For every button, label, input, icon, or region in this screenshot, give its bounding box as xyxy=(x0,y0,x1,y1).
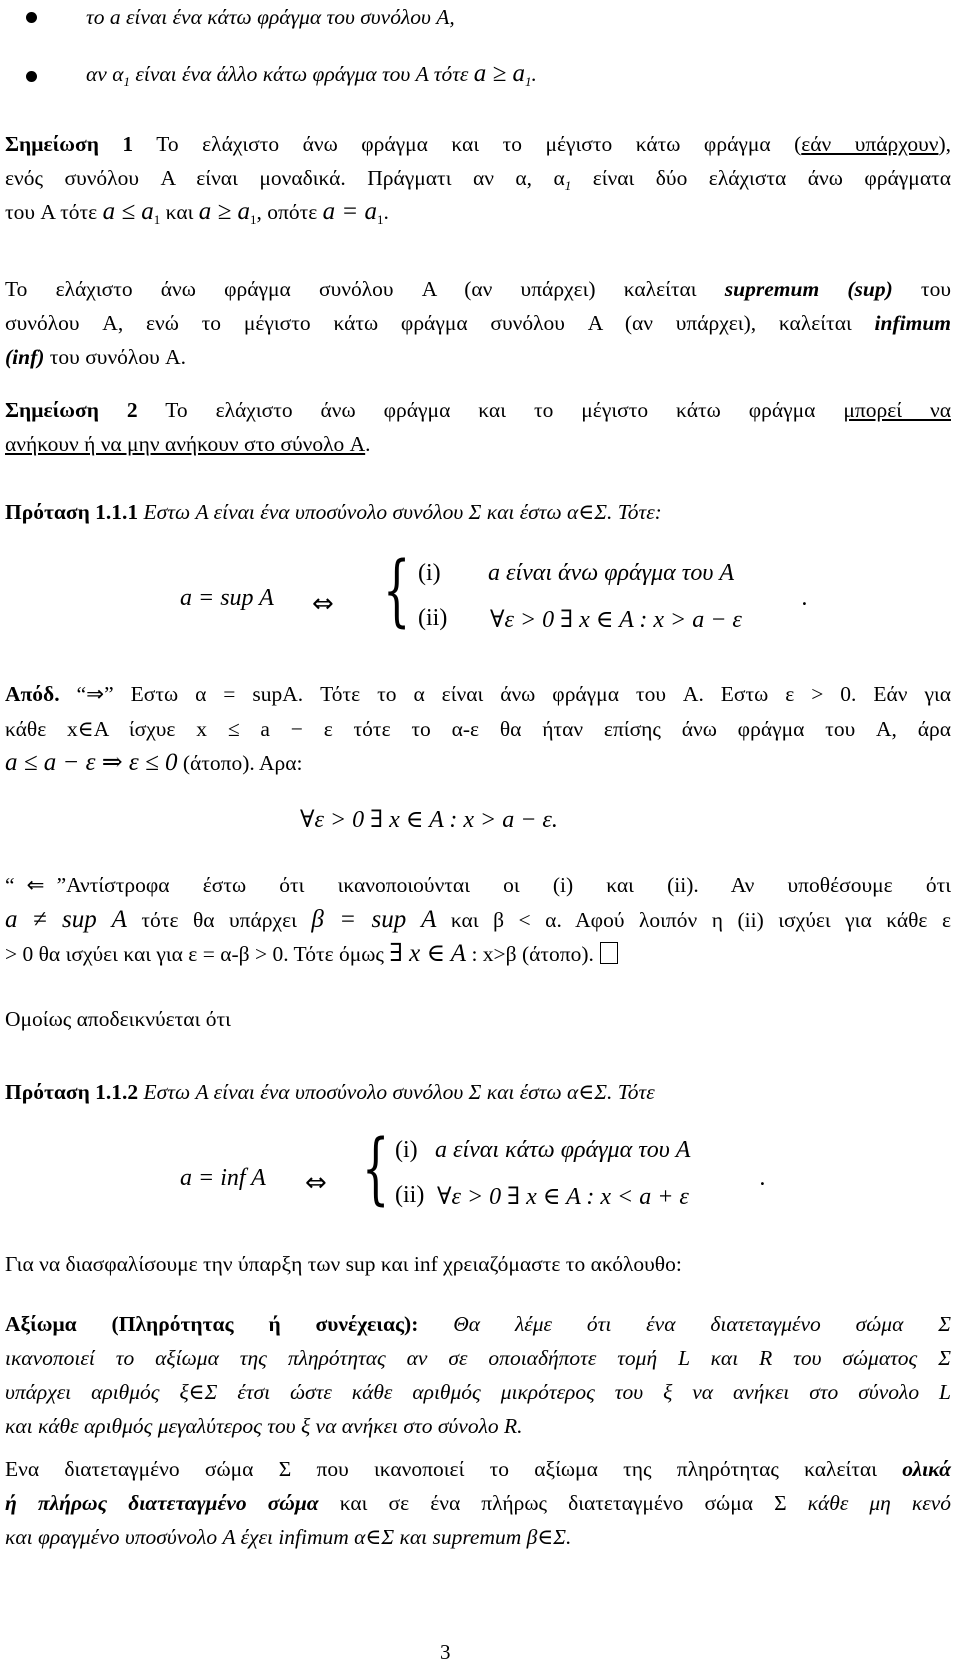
cases-brace: { xyxy=(362,1124,390,1214)
case-ii-label: (ii) xyxy=(395,1182,425,1208)
case-ii-text: ∀ε > 0 ∃ x ∈ A : x < a + ε xyxy=(437,1184,689,1210)
similarly-line: Ομοίως αποδεικνύεται ότι xyxy=(5,1007,231,1031)
case-i-label: (i) xyxy=(395,1137,418,1163)
complete-ordered-field: Ενα διατεταγμένο σώμα Σ που ικανοποιεί το αξίωμα της πληρότητας καλείται ολικά ή πλήρως διατεταγμένο σώμα και σε ένα πλήρως διατεταγμένο σώμα Σ κάθε μη κενό και φραγμένο υποσύνολο A έχει infimum α∈Σ και supremum β∈Σ. xyxy=(5,1457,951,1549)
proof-display-formula: ∀ε > 0 ∃ x ∈ A : x > a − ε. xyxy=(300,807,558,833)
end-of-proof-square-icon xyxy=(600,942,618,964)
bullet-dot xyxy=(26,12,37,23)
completeness-axiom: Αξίωμα (Πληρότητας ή συνέχειας): Θα λέμε ότι ένα διατεταγμένο σώμα Σ ικανοποιεί το αξίωμα της πληρότητας αν σε οποιαδήποτε τομή L και R του σώματος Σ υπάρχει αριθμός ξ∈Σ έτσι ώστε κάθε αριθμός μικρότερος του ξ να ανήκει στο σύνολο L και κάθε αριθμός μεγαλύτερος του ξ να ανήκει στο σύνολο R. xyxy=(5,1312,952,1438)
case-i-label: (i) xyxy=(418,560,441,586)
cases-period: . xyxy=(802,585,808,611)
proof-paragraph: Απόδ. “⇒” Εστω α = supA. Τότε το α είναι άνω φράγμα του A. Εστω ε > 0. Εάν για κάθε x∈A ίσχυε x ≤ a − ε τότε το α-ε θα ήταν επίσης άνω φράγμα του A, άρα a ≤ a − ε ⇒ ε ≤ 0 (άτοπο). Αρα: xyxy=(5,682,951,776)
note-2-paragraph: Σημείωση 2 Το ελάχιστο άνω φράγμα και το μέγιστο κάτω φράγμα μπορεί να ανήκουν ή να μην ανήκουν στο σύνολο A. xyxy=(5,398,951,456)
equivalence-arrow: ⇔ xyxy=(305,1168,327,1198)
sup-equation-lhs: a = sup A xyxy=(180,585,274,611)
bullet-dot xyxy=(26,71,37,82)
proposition-1-1-2: Πρόταση 1.1.2 Εστω A είναι ένα υποσύνολο συνόλου Σ και έστω α∈Σ. Τότε xyxy=(5,1080,655,1104)
cases-period: . xyxy=(760,1165,766,1191)
cases-brace: { xyxy=(383,546,411,636)
case-ii-text: ∀ε > 0 ∃ x ∈ A : x > a − ε xyxy=(490,607,742,633)
case-i-text: a είναι κάτω φράγμα του A xyxy=(435,1137,691,1163)
case-ii-label: (ii) xyxy=(418,605,448,631)
case-i-text: a είναι άνω φράγμα του A xyxy=(488,560,734,586)
sup-inf-existence-line: Για να διασφαλίσουμε την ύπαρξη των sup και inf χρειαζόμαστε το ακόλουθο: xyxy=(5,1252,682,1276)
proof-converse-paragraph: “ ⇐ ”Αντίστροφα έστω ότι ικανοποιούνται οι (i) και (ii). Αν υποθέσουμε ότι a ≠ sup A τότε θα υπάρχει β = sup A και β < α. Αφού λοιπόν η (ii) ισχύει για κάθε ε > 0 θα ισχύει και για ε = α-β > 0. Τότε όμως ∃ x ∈ A : x>β (άτοπο). xyxy=(5,873,951,967)
proposition-1-1-1: Πρόταση 1.1.1 Εστω A είναι ένα υποσύνολο συνόλου Σ και έστω α∈Σ. Τότε: xyxy=(5,500,662,524)
page-number: 3 xyxy=(440,1640,451,1664)
bullet-item-1: το a είναι ένα κάτω φράγμα του συνόλου A, xyxy=(86,5,455,29)
sup-inf-definition: Το ελάχιστο άνω φράγμα συνόλου A (αν υπάρχει) καλείται supremum (sup) του συνόλου A, ενώ το μέγιστο κάτω φράγμα συνόλου A (αν υπάρχει), καλείται infimum (inf) του συνόλου A. xyxy=(5,277,951,369)
equivalence-arrow: ⇔ xyxy=(312,589,334,619)
bullet-item-2: αν $\alpha_1$ είναι ένα άλλο κάτω φράγμα του A τότε $a \ge a_1$. xyxy=(86,60,537,89)
inf-equation-lhs: a = inf A xyxy=(180,1165,266,1191)
note-1-paragraph: Σημείωση 1 Το ελάχιστο άνω φράγμα και το μέγιστο κάτω φράγμα (εάν υπάρχουν), ενός συνόλου A είναι μοναδικά. Πράγματι αν α, $\alpha_1$ είναι δύο ελάχιστα άνω φράγματα του A τότε $a \le a_1$ και $a \ge a_1$, οπότε $a = a_1$. xyxy=(5,132,951,227)
